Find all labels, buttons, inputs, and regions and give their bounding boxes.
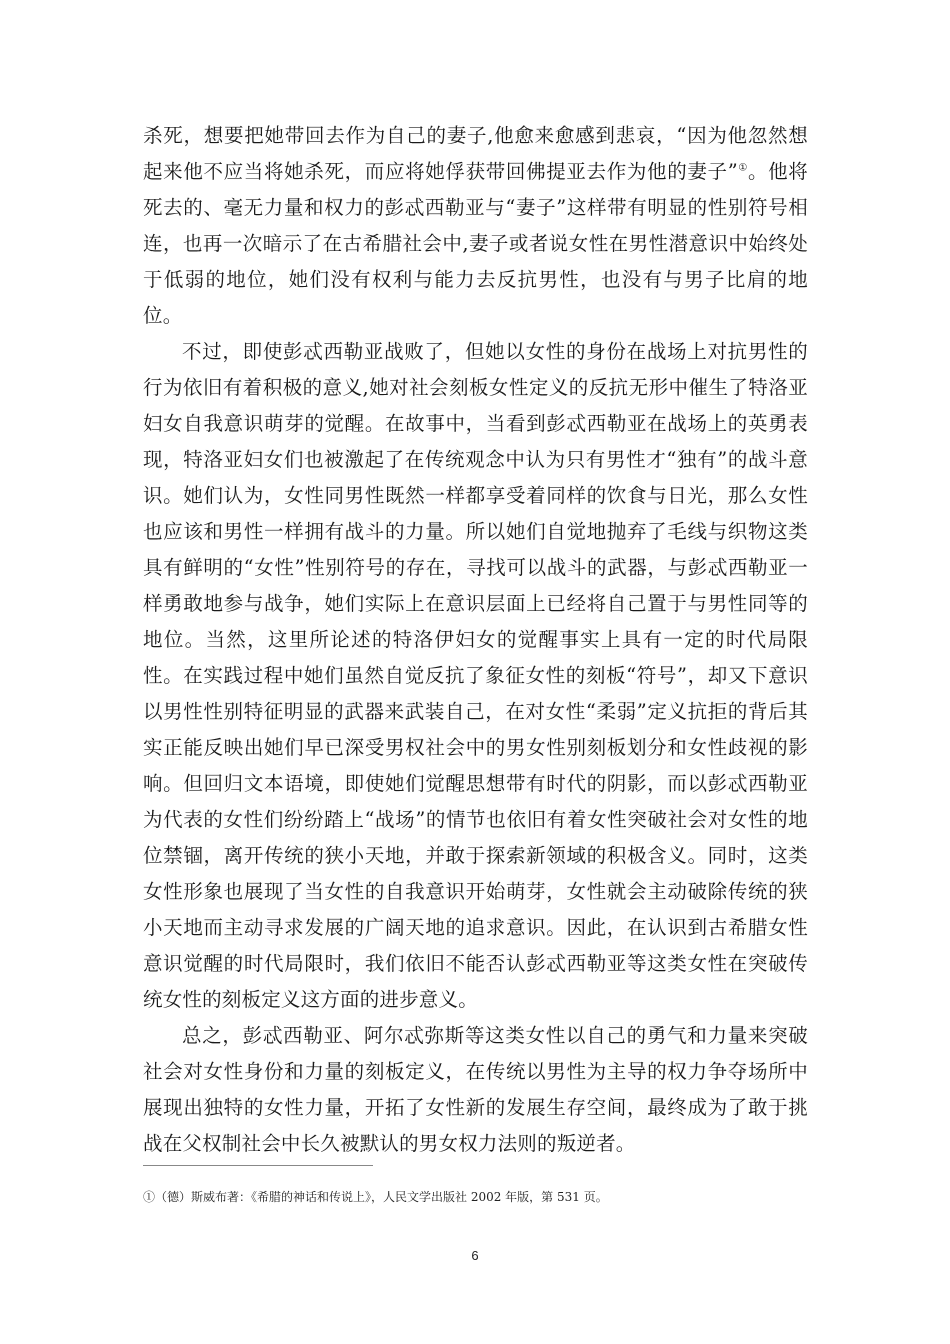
page-number: 6 bbox=[471, 1248, 479, 1263]
paragraph-2: 不过，即使彭忒西勒亚战败了，但她以女性的身份在战场上对抗男性的行为依旧有着积极的意义,她对社会刻板女性定义的反抗无形中催生了特洛亚妇女自我意识萌芽的觉醒。在故事中，当看到彭忒西勒亚在战场上的英勇表现，特洛亚妇女们也被激起了在传统观念中认为只有男性才“独有”的战斗意识。她们认为，女性同男性既然一样都享受着同样的饮食与日光，那么女性也应该和男性一样拥有战斗的力量。所以她们自觉地抛弃了毛线与织物这类具有鲜明的“女性”性别符号的存在，寻找可以战斗的武器，与彭忒西勒亚一样勇敢地参与战争，她们实际上在意识层面上已经将自己置于与男性同等的地位。当然，这里所论述的特洛伊妇女的觉醒事实上具有一定的时代局限性。在实践过程中她们虽然自觉反抗了象征女性的刻板“符号”，却又下意识以男性性别特征明显的武器来武装自己，在对女性“柔弱”定义抗拒的背后其实正能反映出她们早已深受男权社会中的男女性别刻板划分和女性歧视的影响。但回归文本语境，即使她们觉醒思想带有时代的阴影，而以彭忒西勒亚为代表的女性们纷纷踏上“战场”的情节也依旧有着女性突破社会对女性的地位禁锢，离开传统的狭小天地，并敢于探索新领域的积极含义。同时，这类女性形象也展现了当女性的自我意识开始萌芽，女性就会主动破除传统的狭小天地而主动寻求发展的广阔天地的追求意识。因此，在认识到古希腊女性意识觉醒的时代局限时，我们依旧不能否认彭忒西勒亚等这类女性在突破传统女性的刻板定义这方面的进步意义。 bbox=[143, 340, 808, 1011]
paragraph-1-text-before: 杀死，想要把她带回去作为自己的妻子,他愈来愈感到悲哀，“因为他忽然想起来他不应当将她杀死，而应将她俘获带回佛提亚去作为他的妻子” bbox=[143, 124, 808, 183]
paragraph-continuation bbox=[143, 118, 808, 334]
body-text bbox=[143, 118, 808, 1162]
footnote-text: ①（德）斯威布著：《希腊的神话和传说上》，人民文学出版社 2002 年版，第 531 页。 bbox=[143, 1190, 608, 1204]
footnote-divider bbox=[143, 1165, 373, 1166]
paragraph-3: 总之，彭忒西勒亚、阿尔忒弥斯等这类女性以自己的勇气和力量来突破社会对女性身份和力量的刻板定义，在传统以男性为主导的权力争夺场所中展现出独特的女性力量，开拓了女性新的发展生存空间，最终成为了敢于挑战在父权制社会中长久被默认的男女权力法则的叛逆者。 bbox=[143, 1024, 808, 1155]
footnote-reference[interactable]: ① bbox=[737, 162, 748, 174]
paragraph-1-text-after: 。他将死去的、毫无力量和权力的彭忒西勒亚与“妻子”这样带有明显的性别符号相连，也再一次暗示了在古希腊社会中,妻子或者说女性在男性潜意识中始终处于低弱的地位，她们没有权利与能力去反抗男性，也没有与男子比肩的地位。 bbox=[143, 160, 808, 327]
